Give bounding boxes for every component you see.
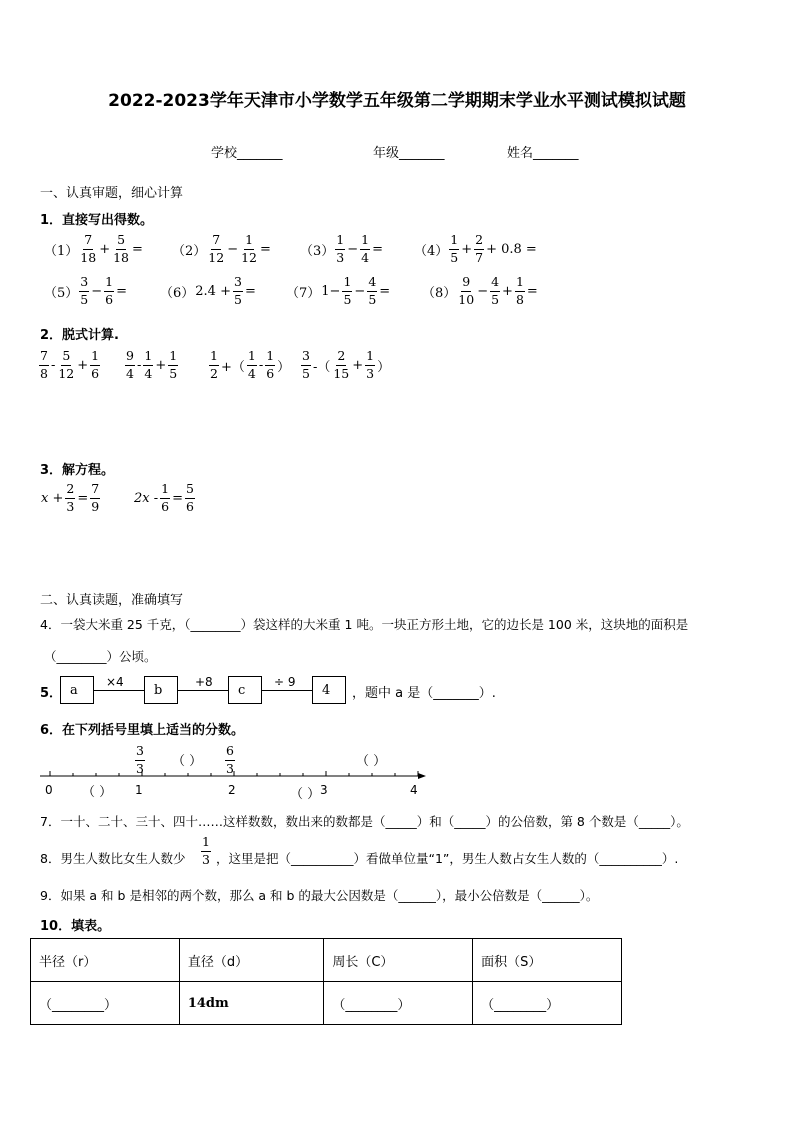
number-line [38,768,430,784]
arrow-2 [178,690,228,691]
arrow-1 [94,690,144,691]
blank-below-2[interactable]: （ ） [290,787,321,802]
q1-item-3: （3） $\frac{1}{3}$ − $\frac{1}{4}$ = [300,232,383,265]
fill-table [30,938,622,1025]
section-2-heading: 二、认真读题，准确填写 [40,593,184,608]
question-8-fraction: $\frac{1}{3}$ [202,834,210,867]
q1-item-7: （7） 1− $\frac{1}{5}$ − $\frac{4}{5}$ = [286,274,391,307]
question-5-tail: ，题中 a 是（_______）. [352,686,496,701]
cell-circumference-blank[interactable]: （________） [324,982,473,1025]
page-title: 2022-2023学年天津市小学数学五年级第二学期期末学业水平测试模拟试题 [108,91,686,111]
grade-field[interactable]: 年级_______ [373,146,445,161]
q2-expression-4: $\frac{3}{5}$ -（ $\frac{2}{15}$ + $\frac{1}{3}$ ） [302,348,391,381]
q1-item-5: （5） $\frac{3}{5}$ − $\frac{1}{6}$ = [44,274,127,307]
cell-diameter-value: 14dm [179,982,324,1025]
op-plus-8: +8 [195,675,213,689]
question-8-pre: 8．男生人数比女生人数少 [40,851,186,866]
blank-above-1[interactable]: （ ） [172,754,203,769]
q2-expression-3: $\frac{1}{2}$ +（ $\frac{1}{4}$ - $\frac{1}{6}$ ） [210,348,291,381]
table-header-row [31,939,622,982]
header-area: 面积（S） [473,939,622,982]
q1-item-1: （1） $\frac{7}{18}$ + $\frac{5}{18}$ = [44,232,143,265]
table-row [31,982,622,1025]
tick-label-0: 0 [45,783,53,797]
q2-expression-2: $\frac{9}{4}$ - $\frac{1}{4}$ + $\frac{1}{5}$ [126,348,178,381]
header-circumference: 周长（C） [324,939,473,982]
question-9: 9．如果 a 和 b 是相邻的两个数，那么 a 和 b 的最大公因数是（______），最小公倍数是（______）。 [40,888,599,903]
number-line-frac-1: $\frac{3}{3}$ [136,743,144,776]
arrow-3 [262,690,312,691]
tick-label-3: 3 [320,783,328,797]
question-2-label: 2．脱式计算. [40,328,119,343]
blank-below-1[interactable]: （ ） [82,785,113,800]
cell-area-blank[interactable]: （________） [473,982,622,1025]
q3-equation-1: x + $\frac{2}{3}$ = $\frac{7}{9}$ [41,481,100,514]
tick-label-4: 4 [410,783,418,797]
fraction: $\frac{5}{18}$ [113,232,129,265]
fraction: $\frac{7}{18}$ [80,232,97,265]
box-c: c [228,676,262,704]
question-5-number: 5． [40,686,63,701]
question-1-label: 1．直接写出得数。 [40,213,154,228]
header-diameter: 直径（d） [179,939,324,982]
question-6-label: 6．在下列括号里填上适当的分数。 [40,723,245,738]
q2-expression-1: $\frac{7}{8}$ - $\frac{5}{12}$ + $\frac{1}{6}$ [40,348,100,381]
op-divide-9: ÷ 9 [274,675,296,689]
school-field[interactable]: 学校_______ [211,146,283,161]
tick-label-2: 2 [228,783,236,797]
number-line-frac-2: $\frac{6}{3}$ [226,743,234,776]
name-field[interactable]: 姓名_______ [507,146,579,161]
q1-item-6: （6） 2.4 + $\frac{3}{5}$ = [160,274,256,307]
question-3-label: 3．解方程。 [40,463,115,478]
q3-equation-2: 2x - $\frac{1}{6}$ = $\frac{5}{6}$ [134,481,194,514]
tick-label-1: 1 [135,783,143,797]
header-radius: 半径（r） [31,939,180,982]
box-b: b [144,676,178,704]
q1-item-8: （8） $\frac{9}{10}$ − $\frac{4}{5}$ + $\frac{1}{8}$ = [422,274,538,307]
item-number: （1） [44,243,79,259]
box-a: a [60,676,94,704]
question-7: 7．一十、二十、三十、四十……这样数数，数出来的数都是（_____）和（_____）的公倍数，第 8 个数是（_____）。 [40,814,689,829]
q1-item-2: （2） $\frac{7}{12}$ − $\frac{1}{12}$ = [172,232,271,265]
op-multiply-4: ×4 [106,675,124,689]
section-1-heading: 一、认真审题，细心计算 [40,186,184,201]
question-8-post: ，这里是把（__________）看做单位量“1”，男生人数占女生人数的（__________）. [216,851,679,866]
question-10-label: 10．填表。 [40,919,111,934]
blank-above-2[interactable]: （ ） [356,754,387,769]
box-result: 4 [312,676,346,704]
cell-radius-blank[interactable]: （________） [31,982,180,1025]
question-4-line-2: （________）公顷。 [44,649,157,664]
question-4-line-1: 4．一袋大米重 25 千克，（________）袋这样的大米重 1 吨。一块正方形土地，它的边长是 100 米，这块地的面积是 [40,617,689,632]
q1-item-4: （4） $\frac{1}{5}$ + $\frac{2}{7}$ + 0.8 = [414,232,537,265]
